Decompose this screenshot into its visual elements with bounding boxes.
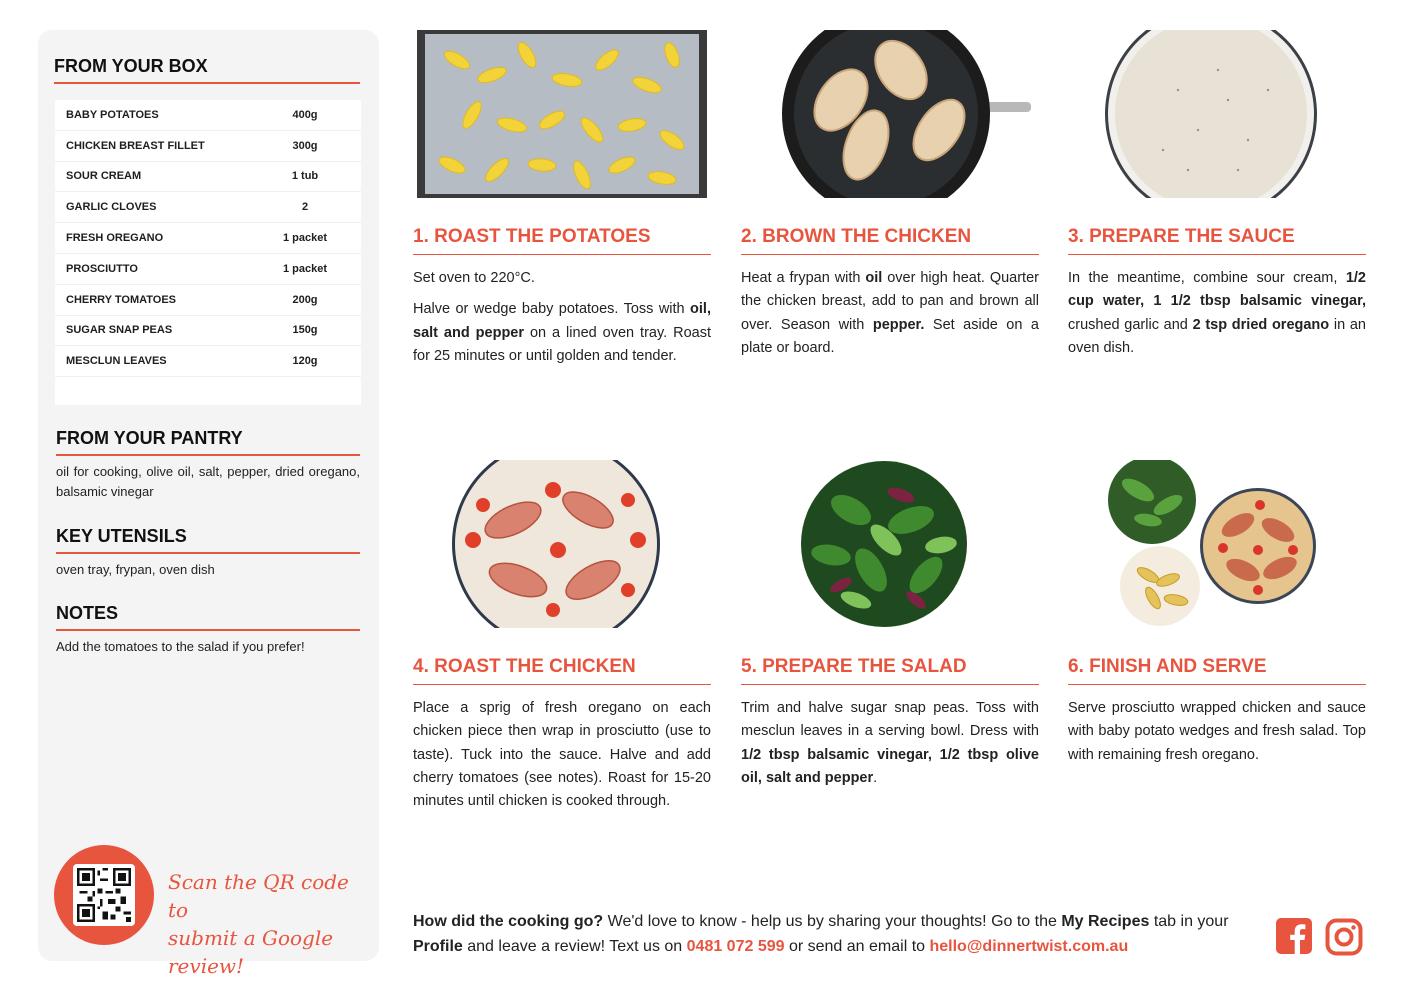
qr-code[interactable] <box>54 845 154 945</box>
instagram-icon[interactable] <box>1325 918 1363 961</box>
title-rule <box>56 552 360 554</box>
my-recipes-link[interactable]: My Recipes <box>1061 913 1150 930</box>
step-title: 2. BROWN THE CHICKEN <box>741 226 1039 255</box>
qr-code-image <box>73 864 135 926</box>
step-text: Place a sprig of fresh oregano on each chicken piece then wrap in prosciutto (use to taste). Tuck into the sauce. Halve and add cherry tomatoes (see notes). Roast for 15-20 minutes until chicken is cooked through. <box>413 700 711 810</box>
ingredient-qty: 1 packet <box>282 232 328 245</box>
potatoes-tray-image <box>413 30 711 198</box>
step-1 <box>413 30 711 368</box>
step-text: Trim and halve sugar snap peas. Toss with mesclun leaves in a serving bowl. Dress with 1/2 tbsp balsamic vinegar, 1/2 tbsp olive oil, salt and pepper. <box>741 700 1039 786</box>
table-row <box>55 285 361 316</box>
ingredient-qty: 400g <box>292 108 318 121</box>
finished-meal-image <box>1068 460 1366 628</box>
ingredient-name: MESCLUN LEAVES <box>66 355 167 368</box>
title-rule <box>56 629 360 631</box>
ingredient-qty: 1 tub <box>291 170 319 183</box>
step-text: Heat a frypan with oil over high heat. Quarter the chicken breast, add to pan and brown all over. Season with pepper. Set aside on a plate or board. <box>741 270 1039 356</box>
table-row <box>55 131 361 162</box>
salad-bowl-image <box>741 460 1039 628</box>
ingredient-name: SUGAR SNAP PEAS <box>66 324 173 337</box>
ingredient-qty: 300g <box>292 139 318 152</box>
ingredient-qty: 120g <box>292 355 318 368</box>
notes-title: NOTES <box>56 603 119 623</box>
step-text: Set oven to 220°C. <box>413 270 535 286</box>
step-2 <box>741 30 1039 360</box>
sauce-dish-image <box>1068 30 1366 198</box>
table-row <box>55 223 361 254</box>
ingredient-name: CHERRY TOMATOES <box>66 293 177 306</box>
step-text: In the meantime, combine sour cream, 1/2 cup water, 1 1/2 tbsp balsamic vinegar, crushed garlic and 2 tsp dried oregano in an oven dish. <box>1068 270 1366 356</box>
step-body <box>1068 267 1366 360</box>
step-text: Halve or wedge baby potatoes. Toss with oil, salt and pepper on a lined oven tray. Roast for 25 minutes or until golden and tender. <box>413 301 711 364</box>
step-4 <box>413 460 711 813</box>
utensils-text: oven tray, frypan, oven dish <box>56 562 215 577</box>
ingredient-qty: 2 <box>301 201 309 214</box>
table-row <box>55 316 361 347</box>
step-title: 6. FINISH AND SERVE <box>1068 656 1366 685</box>
step-body <box>1068 697 1366 767</box>
sidebar <box>38 30 379 978</box>
footer-question: How did the cooking go? <box>413 913 604 930</box>
ingredient-name: SOUR CREAM <box>66 170 142 183</box>
step-3 <box>1068 30 1366 360</box>
step-5 <box>741 460 1039 790</box>
ingredients-table <box>55 100 361 405</box>
qr-cta-line2: submit a Google review! <box>168 926 334 978</box>
step-title: 5. PREPARE THE SALAD <box>741 656 1039 685</box>
chicken-dish-image <box>413 460 711 628</box>
ingredient-qty: 1 packet <box>282 262 328 275</box>
step-body <box>413 697 711 813</box>
step-title: 1. ROAST THE POTATOES <box>413 226 711 255</box>
ingredient-name: FRESH OREGANO <box>66 232 164 245</box>
pantry-text: oil for cooking, olive oil, salt, pepper, dried oregano, balsamic vinegar <box>56 464 360 499</box>
step-body <box>741 697 1039 790</box>
review-request: How did the cooking go? We'd love to know - help us by sharing your thoughts! Go to the My Recipes tab in your Profile and leave a review! Text us on 0481 072 599 or send an email to hello@dinnertwist.com.au <box>413 913 1229 955</box>
profile-link[interactable]: Profile <box>413 938 463 955</box>
table-row <box>55 100 361 131</box>
step-title: 3. PREPARE THE SAUCE <box>1068 226 1366 255</box>
ingredient-name: BABY POTATOES <box>66 108 159 121</box>
table-row <box>55 162 361 193</box>
facebook-icon[interactable] <box>1276 918 1312 959</box>
from-your-box-title: FROM YOUR BOX <box>54 56 208 76</box>
title-rule <box>56 454 360 456</box>
title-rule <box>54 82 360 84</box>
ingredient-name: CHICKEN BREAST FILLET <box>66 139 205 152</box>
step-body <box>741 267 1039 360</box>
phone-link[interactable]: 0481 072 599 <box>686 938 785 955</box>
step-6 <box>1068 460 1366 767</box>
qr-cta-line1: Scan the QR code to <box>168 870 349 922</box>
ingredient-name: GARLIC CLOVES <box>66 201 157 214</box>
utensils-title: KEY UTENSILS <box>56 526 187 546</box>
table-row <box>55 192 361 223</box>
chicken-pan-image <box>741 30 1039 198</box>
email-link[interactable]: hello@dinnertwist.com.au <box>929 938 1129 955</box>
step-text: Serve prosciutto wrapped chicken and sauce with baby potato wedges and fresh salad. Top with remaining fresh oregano. <box>1068 700 1366 763</box>
ingredient-name: PROSCIUTTO <box>66 262 138 275</box>
pantry-title: FROM YOUR PANTRY <box>56 428 243 448</box>
step-title: 4. ROAST THE CHICKEN <box>413 656 711 685</box>
qr-call-to-action <box>168 868 368 980</box>
ingredient-qty: 150g <box>292 324 318 337</box>
table-row <box>55 346 361 377</box>
step-body <box>413 267 711 368</box>
table-row <box>55 254 361 285</box>
ingredient-qty: 200g <box>292 293 318 306</box>
notes-text: Add the tomatoes to the salad if you prefer! <box>56 639 305 654</box>
